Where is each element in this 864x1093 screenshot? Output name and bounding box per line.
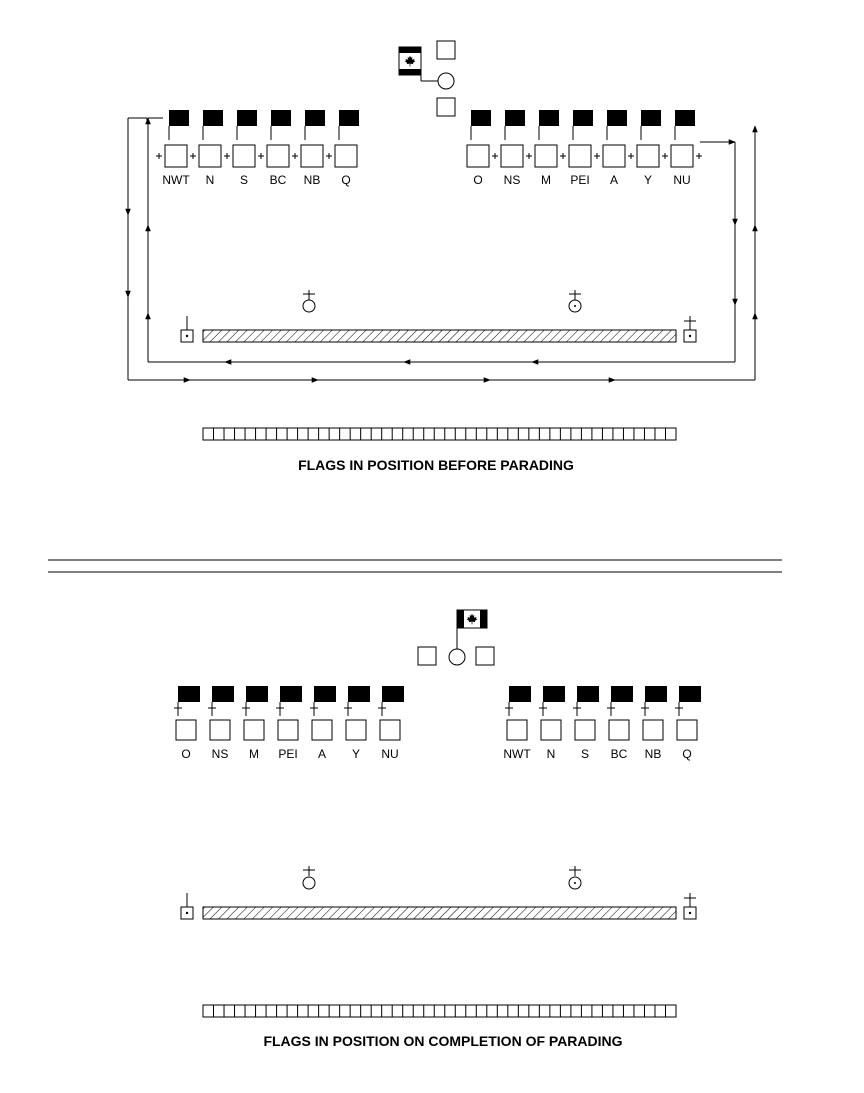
black-flag-icon xyxy=(577,686,599,702)
flag-bearer-square xyxy=(244,720,264,740)
black-flag-icon xyxy=(675,110,695,126)
flag-unit xyxy=(539,686,565,761)
flag-bearer-square xyxy=(301,145,323,167)
caption-before: FLAGS IN POSITION BEFORE PARADING xyxy=(298,457,574,473)
black-flag-icon xyxy=(539,110,559,126)
flag-unit xyxy=(378,686,404,761)
flag-bearer-square xyxy=(437,41,455,59)
black-flag-icon xyxy=(471,110,491,126)
diagram-after xyxy=(174,610,701,1049)
province-label: N xyxy=(546,747,556,761)
province-label: O xyxy=(473,173,483,187)
flag-unit xyxy=(467,110,498,187)
black-flag-icon xyxy=(505,110,525,126)
marker-right xyxy=(684,316,696,342)
flag-bearer-square xyxy=(267,145,289,167)
black-flag-icon xyxy=(382,686,404,702)
black-flag-icon xyxy=(237,110,257,126)
province-label: PEI xyxy=(570,173,590,187)
flag-unit xyxy=(671,110,702,187)
escort-circle xyxy=(449,649,465,665)
flag-bearer-square xyxy=(210,720,230,740)
flag-unit xyxy=(535,110,566,187)
flag-unit xyxy=(310,686,336,761)
canada-flag-icon xyxy=(457,610,487,628)
dais-hatched-bar xyxy=(203,907,676,919)
flag-unit xyxy=(190,110,223,187)
flag-unit xyxy=(503,686,531,761)
national-flag-party-after xyxy=(418,610,494,665)
flag-unit xyxy=(292,110,325,187)
flag-bearer-square xyxy=(233,145,255,167)
province-label: NU xyxy=(673,173,691,187)
guard-segmented-bar xyxy=(203,1005,676,1017)
officer-symbol xyxy=(303,866,315,889)
province-label: Y xyxy=(643,173,653,187)
province-label: Q xyxy=(341,173,351,187)
black-flag-icon xyxy=(305,110,325,126)
flag-group-right-after xyxy=(503,686,701,761)
flag-bearer-square xyxy=(575,720,595,740)
marker-right xyxy=(684,893,696,919)
dais-hatched-bar xyxy=(203,330,676,342)
province-label: A xyxy=(317,747,327,761)
flag-unit xyxy=(641,686,667,761)
flag-bearer-square xyxy=(603,145,625,167)
flag-bearer-square xyxy=(418,647,436,665)
province-label: NS xyxy=(211,747,229,761)
officer-symbol xyxy=(569,866,581,889)
black-flag-icon xyxy=(178,686,200,702)
flag-unit xyxy=(258,110,291,187)
flag-unit xyxy=(224,110,257,187)
black-flag-icon xyxy=(607,110,627,126)
flag-unit xyxy=(242,686,268,761)
flag-bearer-square xyxy=(643,720,663,740)
flag-unit xyxy=(208,686,234,761)
black-flag-icon xyxy=(543,686,565,702)
flag-bearer-square xyxy=(199,145,221,167)
flag-bearer-square xyxy=(346,720,366,740)
flag-unit xyxy=(637,110,668,187)
province-label: BC xyxy=(610,747,628,761)
flag-group-right-before xyxy=(467,110,702,187)
marker-left xyxy=(181,316,193,342)
flag-bearer-square xyxy=(335,145,357,167)
black-flag-icon xyxy=(203,110,223,126)
flag-unit xyxy=(344,686,370,761)
black-flag-icon xyxy=(339,110,359,126)
black-flag-icon xyxy=(645,686,667,702)
black-flag-icon xyxy=(212,686,234,702)
province-label: Q xyxy=(682,747,692,761)
province-label: S xyxy=(239,173,249,187)
flag-unit xyxy=(174,686,200,761)
black-flag-icon xyxy=(314,686,336,702)
flag-group-left-before xyxy=(156,110,359,187)
province-label: NU xyxy=(381,747,399,761)
black-flag-icon xyxy=(641,110,661,126)
black-flag-icon xyxy=(573,110,593,126)
flag-unit xyxy=(675,686,701,761)
black-flag-icon xyxy=(348,686,370,702)
province-label: NWT xyxy=(503,747,531,761)
province-label: S xyxy=(580,747,590,761)
black-flag-icon xyxy=(679,686,701,702)
flag-unit xyxy=(573,686,599,761)
flag-bearer-square xyxy=(541,720,561,740)
black-flag-icon xyxy=(509,686,531,702)
black-flag-icon xyxy=(611,686,633,702)
province-label: M xyxy=(541,173,551,187)
province-label: Y xyxy=(351,747,361,761)
flag-unit xyxy=(569,110,600,187)
province-label: NB xyxy=(303,173,321,187)
black-flag-icon xyxy=(169,110,189,126)
black-flag-icon xyxy=(271,110,291,126)
flag-bearer-square xyxy=(437,98,455,116)
flag-unit xyxy=(607,686,633,761)
province-label: M xyxy=(249,747,259,761)
officer-symbol xyxy=(303,290,315,312)
province-label: O xyxy=(181,747,191,761)
canada-flag-icon xyxy=(399,47,421,75)
black-flag-icon xyxy=(246,686,268,702)
flag-group-left-after xyxy=(174,686,404,761)
flag-bearer-square xyxy=(501,145,523,167)
province-label: NB xyxy=(644,747,662,761)
flag-bearer-square xyxy=(380,720,400,740)
province-label: BC xyxy=(269,173,287,187)
guard-segmented-bar xyxy=(203,428,676,440)
flag-bearer-square xyxy=(507,720,527,740)
flag-unit xyxy=(326,110,359,187)
flag-bearer-square xyxy=(535,145,557,167)
flag-bearer-square xyxy=(569,145,591,167)
flag-bearer-square xyxy=(312,720,332,740)
province-label: N xyxy=(205,173,215,187)
flag-unit xyxy=(603,110,634,187)
flag-bearer-square xyxy=(176,720,196,740)
flag-bearer-square xyxy=(476,647,494,665)
flag-bearer-square xyxy=(165,145,187,167)
province-label: NS xyxy=(503,173,521,187)
flag-unit xyxy=(501,110,532,187)
province-label: A xyxy=(609,173,619,187)
marker-left xyxy=(181,893,193,919)
flag-bearer-square xyxy=(637,145,659,167)
flag-bearer-square xyxy=(278,720,298,740)
province-label: PEI xyxy=(278,747,298,761)
flag-unit xyxy=(156,110,190,187)
escort-circle xyxy=(438,73,454,89)
officer-symbol xyxy=(569,290,581,312)
flag-bearer-square xyxy=(671,145,693,167)
flag-bearer-square xyxy=(677,720,697,740)
national-flag-party-before xyxy=(399,41,455,116)
caption-after: FLAGS IN POSITION ON COMPLETION OF PARADING xyxy=(263,1033,623,1049)
flag-bearer-square xyxy=(467,145,489,167)
flag-unit xyxy=(276,686,302,761)
diagram-before xyxy=(128,41,755,473)
flag-bearer-square xyxy=(609,720,629,740)
province-label: NWT xyxy=(162,173,190,187)
black-flag-icon xyxy=(280,686,302,702)
